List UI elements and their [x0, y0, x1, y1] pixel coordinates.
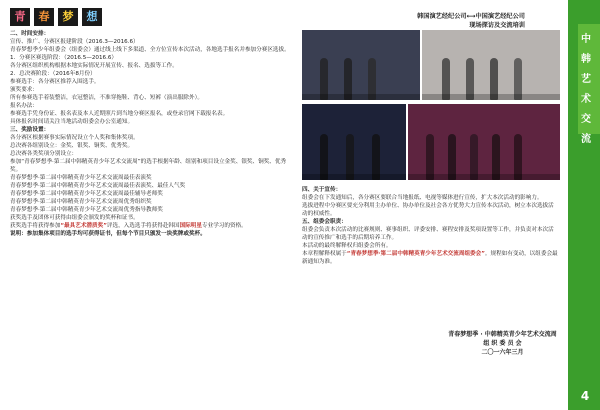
paragraph: 组委会在下发通知后，各分赛区要联合当地报纸、电视等媒体进行宣传，扩大本次活动的影响力。 — [302, 195, 543, 201]
paragraph: 获奖选手及团体可获得由组委会颁发的奖杯和证书。 — [10, 215, 139, 221]
header-tags — [10, 8, 102, 28]
photo — [302, 104, 406, 180]
text: 。规程如有变动，以组委会最新通知为准。 — [302, 251, 558, 265]
signature-org: 青春梦想季 · 中韩精英青少年艺术交流周 — [448, 331, 557, 338]
paragraph: 总决赛各组别设立：金奖、银奖、铜奖、优秀奖。 — [10, 143, 134, 149]
text: 获奖选手将获得参加 — [10, 223, 61, 229]
header-tag: 想 — [82, 8, 102, 26]
paragraph: 青春梦想季·第二届中韩精英青少年艺术交流周最佳表演奖 — [10, 175, 152, 181]
paragraph: 参赛选手凭身份证、报名表及本人近期照片到当地分赛区报名，或登录官网下载报名表。 — [10, 111, 229, 117]
section-heading: 四、关于宣传： — [302, 187, 342, 193]
photo — [302, 30, 420, 100]
paragraph: 1．分赛区赛选阶段：（2016.5—2016.6） — [10, 55, 118, 61]
sidebar-char: 流 — [581, 134, 591, 145]
highlight-text: “青春梦想季·第二届中韩精英青少年艺术交流周组委会” — [346, 251, 485, 257]
signature-date: 二〇一六年三月 — [481, 349, 524, 356]
highlight-text: “最具艺术潜质奖” — [60, 223, 107, 229]
right-title-line: 现场探访及交流培训 — [469, 22, 525, 29]
paragraph: 选拔进程中分赛区要充分利用主办单位、协办单位及社会各方优势大力宣传本次活动，树立本次选拔活动的权威性。 — [302, 203, 554, 217]
paragraph-with-highlight — [302, 250, 558, 266]
paragraph: 青春梦想季·第二届中韩精英青少年艺术交流周最佳辅导老师奖 — [10, 191, 163, 197]
paragraph: 2．总决赛阶段：（2016年8月份） — [10, 71, 96, 77]
photo — [422, 30, 560, 100]
photo — [408, 104, 560, 180]
right-title-line: 韩国演艺经纪公司⟷中国演艺经纪公司 — [417, 13, 525, 20]
section-heading: 五、组委会职责： — [302, 219, 347, 225]
paragraph: 青春梦想季·第二届中韩精英青少年艺术交流周优秀指导教师奖 — [10, 207, 163, 213]
paragraph: 各分赛区根据赛事实际情况设立个人奖和集体奖项。 — [10, 135, 139, 141]
right-column — [302, 186, 558, 266]
sidebar-char: 中 — [581, 34, 591, 45]
paragraph: 组委会负责本次活动的比赛规则、赛事组织、评委安排、赛程安排及奖项设置等工作，并负责对本次活动的宣传推广和选手的后期培养工作。 — [302, 227, 554, 241]
signature-block — [445, 330, 560, 357]
photo-collage — [302, 30, 560, 180]
text: 本章程解释权属于 — [302, 251, 347, 257]
signature-committee: 组 织 委 员 会 — [483, 340, 522, 347]
paragraph: 总决赛各类奖项分别设立： — [10, 151, 78, 157]
paragraph: 具体报名时间请关注当地活动组委会办公室通知。 — [10, 119, 134, 125]
header-tag: 青 — [10, 8, 30, 26]
note: 说明：参加集体项目的选手均可获得证书，但每个节目只颁发一块奖牌或奖杯。 — [10, 231, 206, 237]
paragraph: 青春梦想季少年组委会（组委会）通过线上线下多渠道、全方位宣传本次活动，各地选手报名并参加分赛区选拔。 — [10, 47, 290, 53]
right-title — [305, 12, 525, 30]
page-number: 4 — [570, 382, 600, 410]
paragraph: 所有参赛选手着装整洁，衣冠整洁，不准穿拖鞋、背心、短裤（演出服除外）。 — [10, 95, 203, 101]
paragraph: 青春梦想季·第二届中韩精英青少年艺术交流周优秀组织奖 — [10, 199, 152, 205]
text: 专业学习的资格。 — [202, 223, 247, 229]
paragraph: 参赛选手：各分赛区推荐入围选手。 — [10, 79, 100, 85]
sidebar-char: 韩 — [581, 54, 591, 65]
paragraph: 青春梦想季·第二届中韩精英青少年艺术交流周最佳表演奖、最佳人气奖 — [10, 183, 186, 189]
section-heading: 二、时间安排： — [10, 31, 50, 37]
paragraph: 报名办法： — [10, 103, 38, 109]
sidebar-char: 交 — [581, 114, 591, 125]
paragraph: 本活动的最终解释权归组委会所有。 — [302, 243, 392, 249]
paragraph: 宣传、推广、分赛区报建阶段（2016.3—2016.6） — [10, 39, 139, 45]
header-tag: 春 — [34, 8, 54, 26]
highlight-text: 国际明星 — [179, 223, 202, 229]
paragraph: 各分赛区组织机构根据本地实际情况开展宣传、报名、选拔等工作。 — [10, 63, 178, 69]
left-column — [10, 30, 290, 238]
header-tag: 梦 — [58, 8, 78, 26]
paragraph: 颁奖要求： — [10, 87, 38, 93]
sidebar-char: 术 — [581, 94, 591, 105]
paragraph-with-highlight — [10, 222, 290, 230]
text: 评选，入选选手将获得赴韩国 — [106, 223, 180, 229]
section-heading: 三、奖励设置： — [10, 127, 50, 133]
paragraph: 参加“青春梦想季·第二届中韩精英青少年艺术交流周”的选手根据年龄、组别和项目设立金奖、银奖、铜奖、优秀奖。 — [10, 159, 287, 173]
sidebar-char: 艺 — [581, 74, 591, 85]
